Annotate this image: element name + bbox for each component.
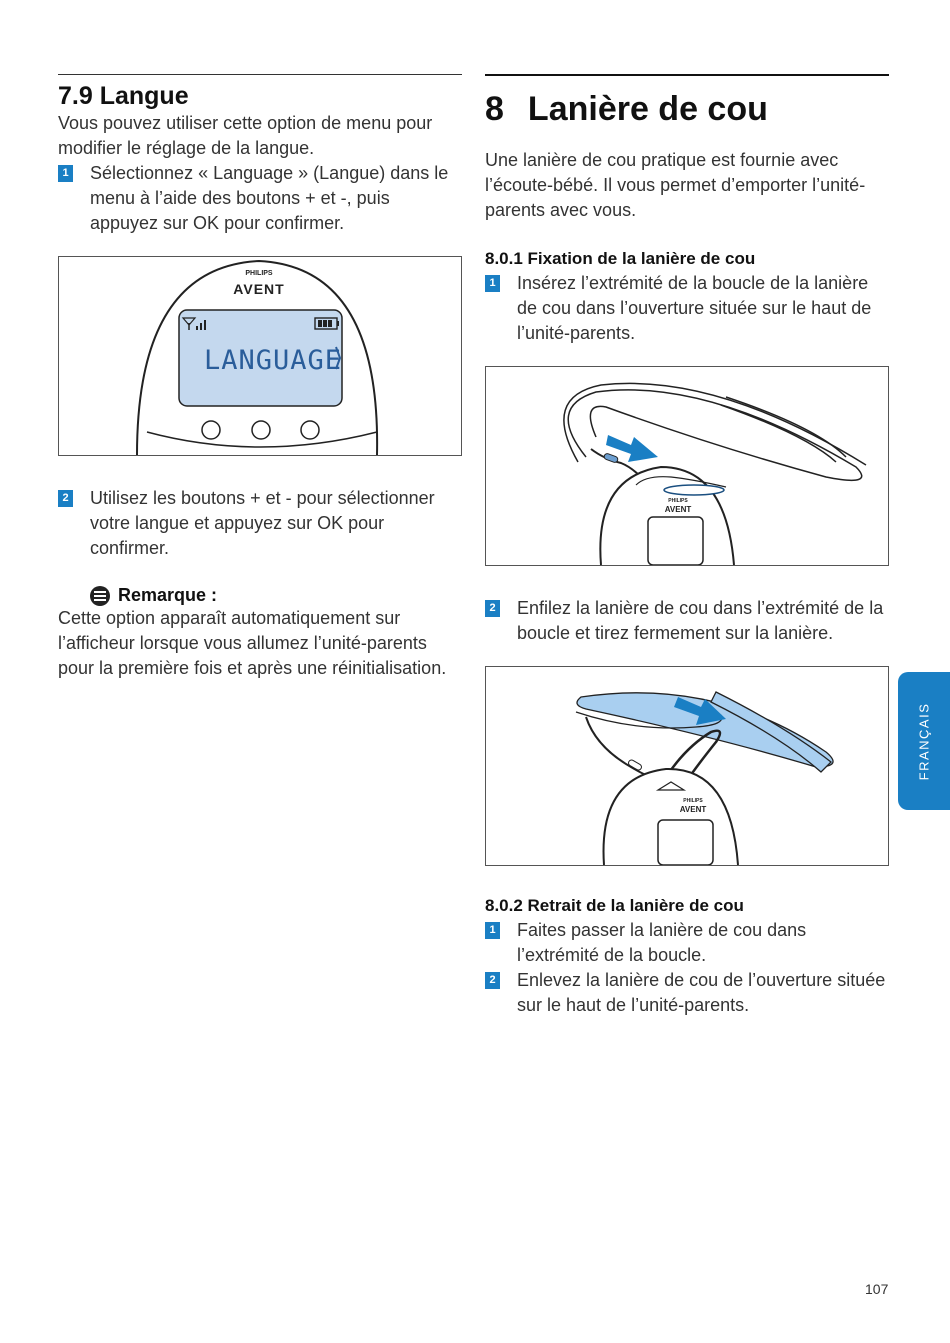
section-title: Langue <box>99 82 189 110</box>
chapter-title: Lanière de cou <box>527 90 768 128</box>
step-badge: 1 <box>485 922 500 939</box>
brand-main: AVENT <box>664 505 692 514</box>
parent-unit-illustration <box>59 257 462 455</box>
note-title: Remarque : <box>118 585 218 605</box>
side-tab-label: FRANÇAIS <box>916 702 932 780</box>
step-text: Insérez l’extrémité de la boucle de la lanière de cou dans l’ouverture située sur le haut de l’unité-parents. <box>517 273 872 343</box>
right-column <box>485 74 889 1018</box>
language-side-tab <box>898 672 950 810</box>
page-number: 107 <box>865 1281 889 1297</box>
step-badge: 1 <box>485 275 500 292</box>
step-text: Enlevez la lanière de cou de l’ouverture située sur le haut de l’unité-parents. <box>517 970 886 1015</box>
strap-insert-illustration <box>486 367 889 565</box>
sub1-step-1 <box>485 271 889 346</box>
step-badge: 1 <box>58 165 73 182</box>
step-1 <box>58 161 462 236</box>
note-heading <box>90 585 462 606</box>
brand-top: PHILIPS <box>245 270 273 277</box>
step-text: Sélectionnez « Language » (Langue) dans le menu à l’aide des boutons + et -, puis appuyez sur OK pour confirmer. <box>90 163 449 233</box>
section-number: 7.9 <box>58 82 93 110</box>
note-icon <box>90 586 110 606</box>
step-text: Enfilez la lanière de cou dans l’extrémité de la boucle et tirez fermement sur la lanière. <box>517 598 884 643</box>
sub2-step-1 <box>485 918 889 968</box>
language-figure <box>58 256 462 456</box>
brand-top: PHILIPS <box>683 798 703 804</box>
step-badge: 2 <box>485 600 500 617</box>
top-rule-left <box>58 74 462 75</box>
strap-pull-illustration <box>486 667 889 865</box>
subsection-1-title: 8.0.1 Fixation de la lanière de cou <box>485 249 756 268</box>
brand-top: PHILIPS <box>668 498 688 504</box>
ok-button-icon <box>252 421 270 439</box>
step-badge: 2 <box>485 972 500 989</box>
left-column <box>58 74 462 681</box>
step-badge: 2 <box>58 490 73 507</box>
plus-button-icon <box>301 421 319 439</box>
sub1-step-2 <box>485 596 889 646</box>
section-intro: Vous pouvez utiliser cette option de menu pour modifier le réglage de la langue. <box>58 113 433 158</box>
section-heading <box>58 81 462 111</box>
step-2 <box>58 486 462 561</box>
chapter-intro: Une lanière de cou pratique est fournie avec l’écoute-bébé. Il vous permet d’emporter l’unité-parents avec vous. <box>485 150 866 220</box>
note-text: Cette option apparaît automatiquement sur l’afficheur lorsque vous allumez l’unité-parents pour la première fois et après une réinitialisation. <box>58 608 447 678</box>
chapter-heading <box>485 88 889 130</box>
sub2-step-2 <box>485 968 889 1018</box>
top-rule-right <box>485 74 889 76</box>
step-text: Faites passer la lanière de cou dans l’extrémité de la boucle. <box>517 920 807 965</box>
subsection-2-title: 8.0.2 Retrait de la lanière de cou <box>485 896 744 915</box>
strap-pull-figure <box>485 666 889 866</box>
brand-main: AVENT <box>679 805 707 814</box>
minus-button-icon <box>202 421 220 439</box>
step-text: Utilisez les boutons + et - pour sélectionner votre langue et appuyez sur OK pour confirmer. <box>90 488 435 558</box>
chapter-number: 8 <box>485 90 504 128</box>
brand-main: AVENT <box>233 281 285 297</box>
lcd-text: LANGUAGE <box>204 345 343 376</box>
strap-insert-figure <box>485 366 889 566</box>
